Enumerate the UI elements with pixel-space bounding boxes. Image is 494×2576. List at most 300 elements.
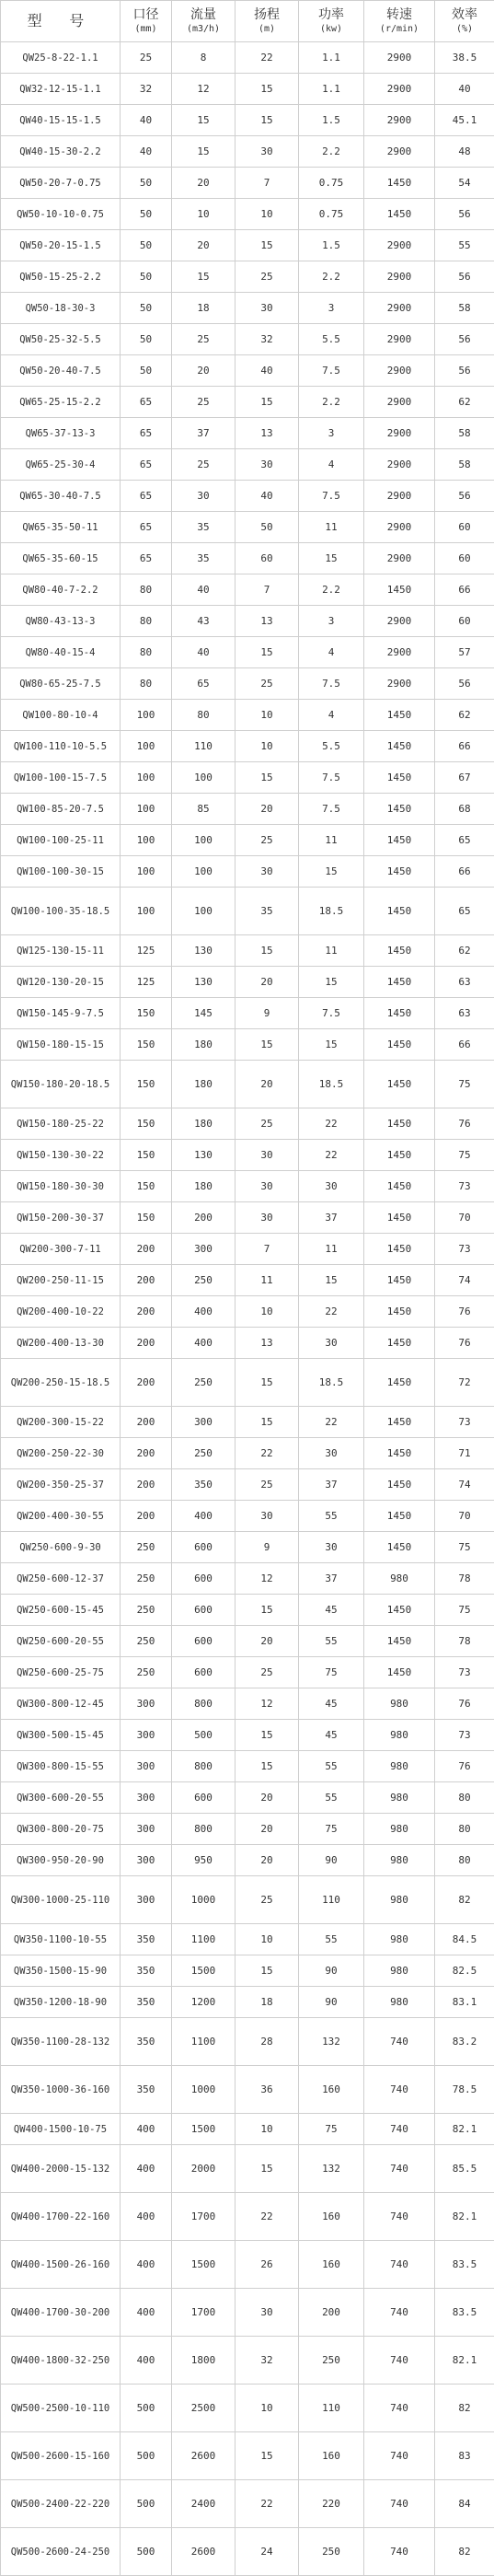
cell-diameter: 200 xyxy=(121,1265,172,1296)
cell-head: 10 xyxy=(236,199,299,230)
cell-power: 160 xyxy=(299,2193,364,2241)
cell-flow: 250 xyxy=(172,1359,236,1407)
cell-efficiency: 76 xyxy=(435,1328,494,1359)
cell-diameter: 400 xyxy=(121,2241,172,2289)
cell-head: 13 xyxy=(236,1328,299,1359)
cell-diameter: 300 xyxy=(121,1720,172,1751)
cell-model: QW200-350-25-37 xyxy=(1,1469,121,1501)
table-row xyxy=(1,481,494,512)
table-row xyxy=(1,1782,494,1814)
cell-speed: 740 xyxy=(364,2337,435,2385)
cell-model: QW80-40-7-2.2 xyxy=(1,574,121,606)
table-row xyxy=(1,1845,494,1876)
cell-head: 30 xyxy=(236,1140,299,1171)
cell-power: 22 xyxy=(299,1140,364,1171)
cell-diameter: 50 xyxy=(121,230,172,261)
cell-model: QW300-800-12-45 xyxy=(1,1688,121,1720)
cell-flow: 600 xyxy=(172,1657,236,1688)
cell-power: 18.5 xyxy=(299,888,364,935)
cell-diameter: 500 xyxy=(121,2480,172,2528)
cell-efficiency: 56 xyxy=(435,481,494,512)
cell-flow: 180 xyxy=(172,1061,236,1108)
cell-model: QW50-10-10-0.75 xyxy=(1,199,121,230)
cell-model: QW65-25-30-4 xyxy=(1,449,121,481)
cell-efficiency: 60 xyxy=(435,543,494,574)
cell-efficiency: 56 xyxy=(435,324,494,355)
cell-head: 50 xyxy=(236,512,299,543)
cell-diameter: 50 xyxy=(121,355,172,387)
cell-diameter: 65 xyxy=(121,481,172,512)
cell-flow: 1200 xyxy=(172,1987,236,2018)
cell-diameter: 125 xyxy=(121,967,172,998)
table-row xyxy=(1,293,494,324)
cell-model: QW200-300-15-22 xyxy=(1,1407,121,1438)
table-row xyxy=(1,1234,494,1265)
table-body xyxy=(1,42,494,2576)
cell-speed: 1450 xyxy=(364,825,435,856)
cell-diameter: 250 xyxy=(121,1532,172,1563)
cell-diameter: 200 xyxy=(121,1359,172,1407)
cell-speed: 1450 xyxy=(364,700,435,731)
cell-flow: 85 xyxy=(172,794,236,825)
cell-head: 10 xyxy=(236,731,299,762)
cell-diameter: 400 xyxy=(121,2193,172,2241)
cell-head: 9 xyxy=(236,998,299,1029)
cell-model: QW150-130-30-22 xyxy=(1,1140,121,1171)
table-row xyxy=(1,355,494,387)
cell-model: QW150-180-15-15 xyxy=(1,1029,121,1061)
cell-efficiency: 82 xyxy=(435,2385,494,2432)
cell-power: 45 xyxy=(299,1688,364,1720)
cell-model: QW100-100-15-7.5 xyxy=(1,762,121,794)
cell-efficiency: 48 xyxy=(435,136,494,168)
cell-model: QW500-2400-22-220 xyxy=(1,2480,121,2528)
cell-power: 2.2 xyxy=(299,387,364,418)
cell-diameter: 50 xyxy=(121,199,172,230)
cell-diameter: 350 xyxy=(121,2018,172,2066)
cell-diameter: 80 xyxy=(121,574,172,606)
cell-flow: 180 xyxy=(172,1108,236,1140)
cell-model: QW250-600-20-55 xyxy=(1,1626,121,1657)
table-row xyxy=(1,1061,494,1108)
cell-speed: 980 xyxy=(364,1782,435,1814)
cell-flow: 1700 xyxy=(172,2193,236,2241)
cell-speed: 2900 xyxy=(364,105,435,136)
cell-head: 20 xyxy=(236,967,299,998)
cell-speed: 1450 xyxy=(364,1407,435,1438)
cell-power: 1.1 xyxy=(299,42,364,74)
cell-power: 7.5 xyxy=(299,668,364,700)
table-row xyxy=(1,1955,494,1987)
cell-diameter: 500 xyxy=(121,2432,172,2480)
cell-speed: 2900 xyxy=(364,261,435,293)
cell-flow: 10 xyxy=(172,199,236,230)
cell-speed: 2900 xyxy=(364,512,435,543)
cell-flow: 100 xyxy=(172,888,236,935)
cell-model: QW400-1500-26-160 xyxy=(1,2241,121,2289)
table-row xyxy=(1,261,494,293)
cell-efficiency: 74 xyxy=(435,1469,494,1501)
cell-power: 15 xyxy=(299,967,364,998)
cell-efficiency: 83.1 xyxy=(435,1987,494,2018)
cell-head: 15 xyxy=(236,1029,299,1061)
table-row xyxy=(1,168,494,199)
cell-efficiency: 76 xyxy=(435,1296,494,1328)
cell-power: 90 xyxy=(299,1955,364,1987)
cell-efficiency: 85.5 xyxy=(435,2145,494,2193)
header-diameter: 口径 (mm) xyxy=(121,1,172,42)
cell-model: QW40-15-15-1.5 xyxy=(1,105,121,136)
cell-diameter: 350 xyxy=(121,1924,172,1955)
table-row xyxy=(1,1438,494,1469)
table-row xyxy=(1,136,494,168)
cell-head: 25 xyxy=(236,825,299,856)
cell-efficiency: 56 xyxy=(435,355,494,387)
cell-speed: 2900 xyxy=(364,418,435,449)
table-row xyxy=(1,700,494,731)
table-row xyxy=(1,74,494,105)
table-row xyxy=(1,574,494,606)
cell-speed: 1450 xyxy=(364,1265,435,1296)
cell-model: QW500-2600-24-250 xyxy=(1,2528,121,2576)
cell-head: 25 xyxy=(236,1469,299,1501)
cell-efficiency: 78.5 xyxy=(435,2066,494,2114)
cell-flow: 1100 xyxy=(172,2018,236,2066)
cell-head: 24 xyxy=(236,2528,299,2576)
cell-head: 25 xyxy=(236,1108,299,1140)
cell-speed: 980 xyxy=(364,1924,435,1955)
cell-head: 30 xyxy=(236,1202,299,1234)
table-row xyxy=(1,856,494,888)
cell-efficiency: 76 xyxy=(435,1688,494,1720)
cell-power: 30 xyxy=(299,1328,364,1359)
cell-speed: 2900 xyxy=(364,42,435,74)
cell-diameter: 400 xyxy=(121,2145,172,2193)
cell-head: 25 xyxy=(236,668,299,700)
cell-model: QW300-950-20-90 xyxy=(1,1845,121,1876)
cell-power: 7.5 xyxy=(299,998,364,1029)
table-row xyxy=(1,1688,494,1720)
cell-flow: 350 xyxy=(172,1469,236,1501)
cell-power: 75 xyxy=(299,2114,364,2145)
cell-model: QW350-1100-28-132 xyxy=(1,2018,121,2066)
cell-power: 250 xyxy=(299,2337,364,2385)
cell-power: 160 xyxy=(299,2066,364,2114)
cell-speed: 740 xyxy=(364,2193,435,2241)
cell-power: 15 xyxy=(299,856,364,888)
cell-efficiency: 66 xyxy=(435,856,494,888)
cell-model: QW400-1700-30-200 xyxy=(1,2289,121,2337)
cell-head: 20 xyxy=(236,794,299,825)
cell-power: 1.5 xyxy=(299,230,364,261)
cell-diameter: 350 xyxy=(121,1987,172,2018)
cell-speed: 2900 xyxy=(364,74,435,105)
cell-head: 13 xyxy=(236,418,299,449)
cell-power: 30 xyxy=(299,1171,364,1202)
cell-efficiency: 75 xyxy=(435,1061,494,1108)
cell-power: 37 xyxy=(299,1563,364,1595)
cell-flow: 15 xyxy=(172,105,236,136)
cell-diameter: 100 xyxy=(121,762,172,794)
cell-power: 132 xyxy=(299,2145,364,2193)
cell-speed: 1450 xyxy=(364,794,435,825)
cell-flow: 20 xyxy=(172,168,236,199)
header-power: 功率 (kw) xyxy=(299,1,364,42)
cell-model: QW200-300-7-11 xyxy=(1,1234,121,1265)
cell-power: 1.5 xyxy=(299,105,364,136)
cell-efficiency: 78 xyxy=(435,1563,494,1595)
cell-model: QW40-15-30-2.2 xyxy=(1,136,121,168)
cell-power: 11 xyxy=(299,1234,364,1265)
cell-model: QW200-250-22-30 xyxy=(1,1438,121,1469)
cell-flow: 800 xyxy=(172,1688,236,1720)
cell-model: QW400-1700-22-160 xyxy=(1,2193,121,2241)
table-row xyxy=(1,1029,494,1061)
cell-efficiency: 57 xyxy=(435,637,494,668)
cell-speed: 2900 xyxy=(364,637,435,668)
cell-speed: 980 xyxy=(364,1876,435,1924)
table-row xyxy=(1,1814,494,1845)
cell-flow: 800 xyxy=(172,1751,236,1782)
cell-speed: 1450 xyxy=(364,998,435,1029)
cell-diameter: 80 xyxy=(121,637,172,668)
cell-speed: 980 xyxy=(364,1987,435,2018)
cell-power: 37 xyxy=(299,1202,364,1234)
cell-model: QW120-130-20-15 xyxy=(1,967,121,998)
cell-flow: 35 xyxy=(172,543,236,574)
cell-head: 30 xyxy=(236,1501,299,1532)
cell-head: 15 xyxy=(236,1751,299,1782)
cell-model: QW100-80-10-4 xyxy=(1,700,121,731)
cell-flow: 18 xyxy=(172,293,236,324)
cell-efficiency: 68 xyxy=(435,794,494,825)
table-row xyxy=(1,998,494,1029)
cell-power: 90 xyxy=(299,1845,364,1876)
cell-head: 26 xyxy=(236,2241,299,2289)
table-row xyxy=(1,1469,494,1501)
cell-head: 30 xyxy=(236,856,299,888)
cell-efficiency: 63 xyxy=(435,967,494,998)
cell-diameter: 200 xyxy=(121,1407,172,1438)
table-row xyxy=(1,418,494,449)
cell-model: QW250-600-9-30 xyxy=(1,1532,121,1563)
cell-diameter: 300 xyxy=(121,1688,172,1720)
cell-speed: 740 xyxy=(364,2018,435,2066)
cell-flow: 2400 xyxy=(172,2480,236,2528)
cell-diameter: 150 xyxy=(121,998,172,1029)
cell-head: 25 xyxy=(236,261,299,293)
cell-model: QW25-8-22-1.1 xyxy=(1,42,121,74)
cell-speed: 740 xyxy=(364,2432,435,2480)
cell-model: QW300-500-15-45 xyxy=(1,1720,121,1751)
cell-head: 15 xyxy=(236,387,299,418)
cell-model: QW50-20-15-1.5 xyxy=(1,230,121,261)
cell-flow: 2600 xyxy=(172,2432,236,2480)
cell-head: 10 xyxy=(236,2114,299,2145)
cell-efficiency: 80 xyxy=(435,1782,494,1814)
cell-efficiency: 75 xyxy=(435,1140,494,1171)
cell-head: 22 xyxy=(236,2480,299,2528)
cell-speed: 740 xyxy=(364,2145,435,2193)
cell-power: 5.5 xyxy=(299,731,364,762)
cell-head: 22 xyxy=(236,42,299,74)
cell-flow: 2500 xyxy=(172,2385,236,2432)
cell-model: QW500-2500-10-110 xyxy=(1,2385,121,2432)
table-row xyxy=(1,967,494,998)
cell-power: 160 xyxy=(299,2432,364,2480)
cell-head: 15 xyxy=(236,1720,299,1751)
table-row xyxy=(1,543,494,574)
cell-speed: 1450 xyxy=(364,1626,435,1657)
cell-power: 7.5 xyxy=(299,481,364,512)
table-row xyxy=(1,2114,494,2145)
cell-flow: 1000 xyxy=(172,1876,236,1924)
cell-efficiency: 78 xyxy=(435,1626,494,1657)
cell-efficiency: 74 xyxy=(435,1265,494,1296)
cell-model: QW200-250-11-15 xyxy=(1,1265,121,1296)
cell-power: 132 xyxy=(299,2018,364,2066)
cell-flow: 35 xyxy=(172,512,236,543)
cell-speed: 2900 xyxy=(364,324,435,355)
cell-power: 7.5 xyxy=(299,762,364,794)
cell-power: 2.2 xyxy=(299,261,364,293)
cell-speed: 1450 xyxy=(364,1328,435,1359)
cell-diameter: 100 xyxy=(121,888,172,935)
cell-head: 13 xyxy=(236,606,299,637)
cell-diameter: 50 xyxy=(121,168,172,199)
table-row xyxy=(1,387,494,418)
cell-power: 55 xyxy=(299,1782,364,1814)
cell-speed: 1450 xyxy=(364,731,435,762)
cell-flow: 1000 xyxy=(172,2066,236,2114)
cell-efficiency: 73 xyxy=(435,1407,494,1438)
cell-speed: 1450 xyxy=(364,1029,435,1061)
cell-speed: 1450 xyxy=(364,856,435,888)
table-row xyxy=(1,2241,494,2289)
cell-power: 15 xyxy=(299,1029,364,1061)
cell-efficiency: 82 xyxy=(435,1876,494,1924)
table-row xyxy=(1,2145,494,2193)
table-header xyxy=(1,1,494,42)
cell-efficiency: 62 xyxy=(435,700,494,731)
cell-speed: 2900 xyxy=(364,387,435,418)
cell-power: 55 xyxy=(299,1626,364,1657)
cell-power: 75 xyxy=(299,1814,364,1845)
cell-efficiency: 84 xyxy=(435,2480,494,2528)
cell-diameter: 40 xyxy=(121,136,172,168)
cell-head: 32 xyxy=(236,2337,299,2385)
table-row xyxy=(1,2289,494,2337)
cell-diameter: 50 xyxy=(121,324,172,355)
cell-diameter: 65 xyxy=(121,387,172,418)
cell-power: 37 xyxy=(299,1469,364,1501)
cell-power: 22 xyxy=(299,1296,364,1328)
cell-diameter: 65 xyxy=(121,449,172,481)
cell-speed: 740 xyxy=(364,2241,435,2289)
cell-flow: 250 xyxy=(172,1438,236,1469)
cell-model: QW200-250-15-18.5 xyxy=(1,1359,121,1407)
table-row xyxy=(1,1407,494,1438)
cell-head: 12 xyxy=(236,1563,299,1595)
cell-head: 30 xyxy=(236,2289,299,2337)
table-row xyxy=(1,2066,494,2114)
cell-model: QW50-18-30-3 xyxy=(1,293,121,324)
cell-model: QW125-130-15-11 xyxy=(1,935,121,967)
cell-flow: 300 xyxy=(172,1234,236,1265)
cell-flow: 2600 xyxy=(172,2528,236,2576)
cell-power: 55 xyxy=(299,1924,364,1955)
cell-diameter: 500 xyxy=(121,2385,172,2432)
cell-head: 20 xyxy=(236,1061,299,1108)
cell-diameter: 100 xyxy=(121,825,172,856)
cell-model: QW50-20-7-0.75 xyxy=(1,168,121,199)
table-row xyxy=(1,794,494,825)
cell-power: 160 xyxy=(299,2241,364,2289)
cell-flow: 25 xyxy=(172,324,236,355)
cell-flow: 1700 xyxy=(172,2289,236,2337)
cell-power: 0.75 xyxy=(299,168,364,199)
cell-model: QW250-600-15-45 xyxy=(1,1595,121,1626)
cell-efficiency: 73 xyxy=(435,1234,494,1265)
cell-diameter: 100 xyxy=(121,856,172,888)
cell-speed: 1450 xyxy=(364,762,435,794)
cell-model: QW350-1100-10-55 xyxy=(1,1924,121,1955)
cell-diameter: 65 xyxy=(121,512,172,543)
cell-power: 220 xyxy=(299,2480,364,2528)
cell-flow: 100 xyxy=(172,762,236,794)
cell-diameter: 150 xyxy=(121,1061,172,1108)
cell-model: QW200-400-10-22 xyxy=(1,1296,121,1328)
cell-efficiency: 76 xyxy=(435,1108,494,1140)
cell-power: 7.5 xyxy=(299,355,364,387)
cell-power: 2.2 xyxy=(299,574,364,606)
cell-model: QW400-2000-15-132 xyxy=(1,2145,121,2193)
cell-flow: 400 xyxy=(172,1328,236,1359)
cell-efficiency: 82 xyxy=(435,2528,494,2576)
cell-head: 9 xyxy=(236,1532,299,1563)
cell-diameter: 300 xyxy=(121,1814,172,1845)
cell-flow: 600 xyxy=(172,1595,236,1626)
cell-diameter: 80 xyxy=(121,668,172,700)
cell-power: 18.5 xyxy=(299,1061,364,1108)
cell-diameter: 350 xyxy=(121,1955,172,1987)
cell-power: 110 xyxy=(299,2385,364,2432)
table-row xyxy=(1,762,494,794)
cell-diameter: 400 xyxy=(121,2337,172,2385)
table-row xyxy=(1,2018,494,2066)
header-flow: 流量 (m3/h) xyxy=(172,1,236,42)
cell-head: 22 xyxy=(236,1438,299,1469)
cell-diameter: 32 xyxy=(121,74,172,105)
cell-efficiency: 84.5 xyxy=(435,1924,494,1955)
table-row xyxy=(1,2432,494,2480)
cell-diameter: 250 xyxy=(121,1595,172,1626)
cell-speed: 2900 xyxy=(364,136,435,168)
cell-speed: 1450 xyxy=(364,935,435,967)
cell-efficiency: 58 xyxy=(435,293,494,324)
cell-flow: 500 xyxy=(172,1720,236,1751)
cell-speed: 1450 xyxy=(364,1501,435,1532)
cell-speed: 1450 xyxy=(364,1296,435,1328)
cell-flow: 180 xyxy=(172,1171,236,1202)
cell-flow: 37 xyxy=(172,418,236,449)
header-row xyxy=(1,1,494,42)
cell-speed: 1450 xyxy=(364,1140,435,1171)
cell-speed: 1450 xyxy=(364,168,435,199)
cell-speed: 980 xyxy=(364,1688,435,1720)
cell-diameter: 150 xyxy=(121,1029,172,1061)
cell-diameter: 50 xyxy=(121,261,172,293)
